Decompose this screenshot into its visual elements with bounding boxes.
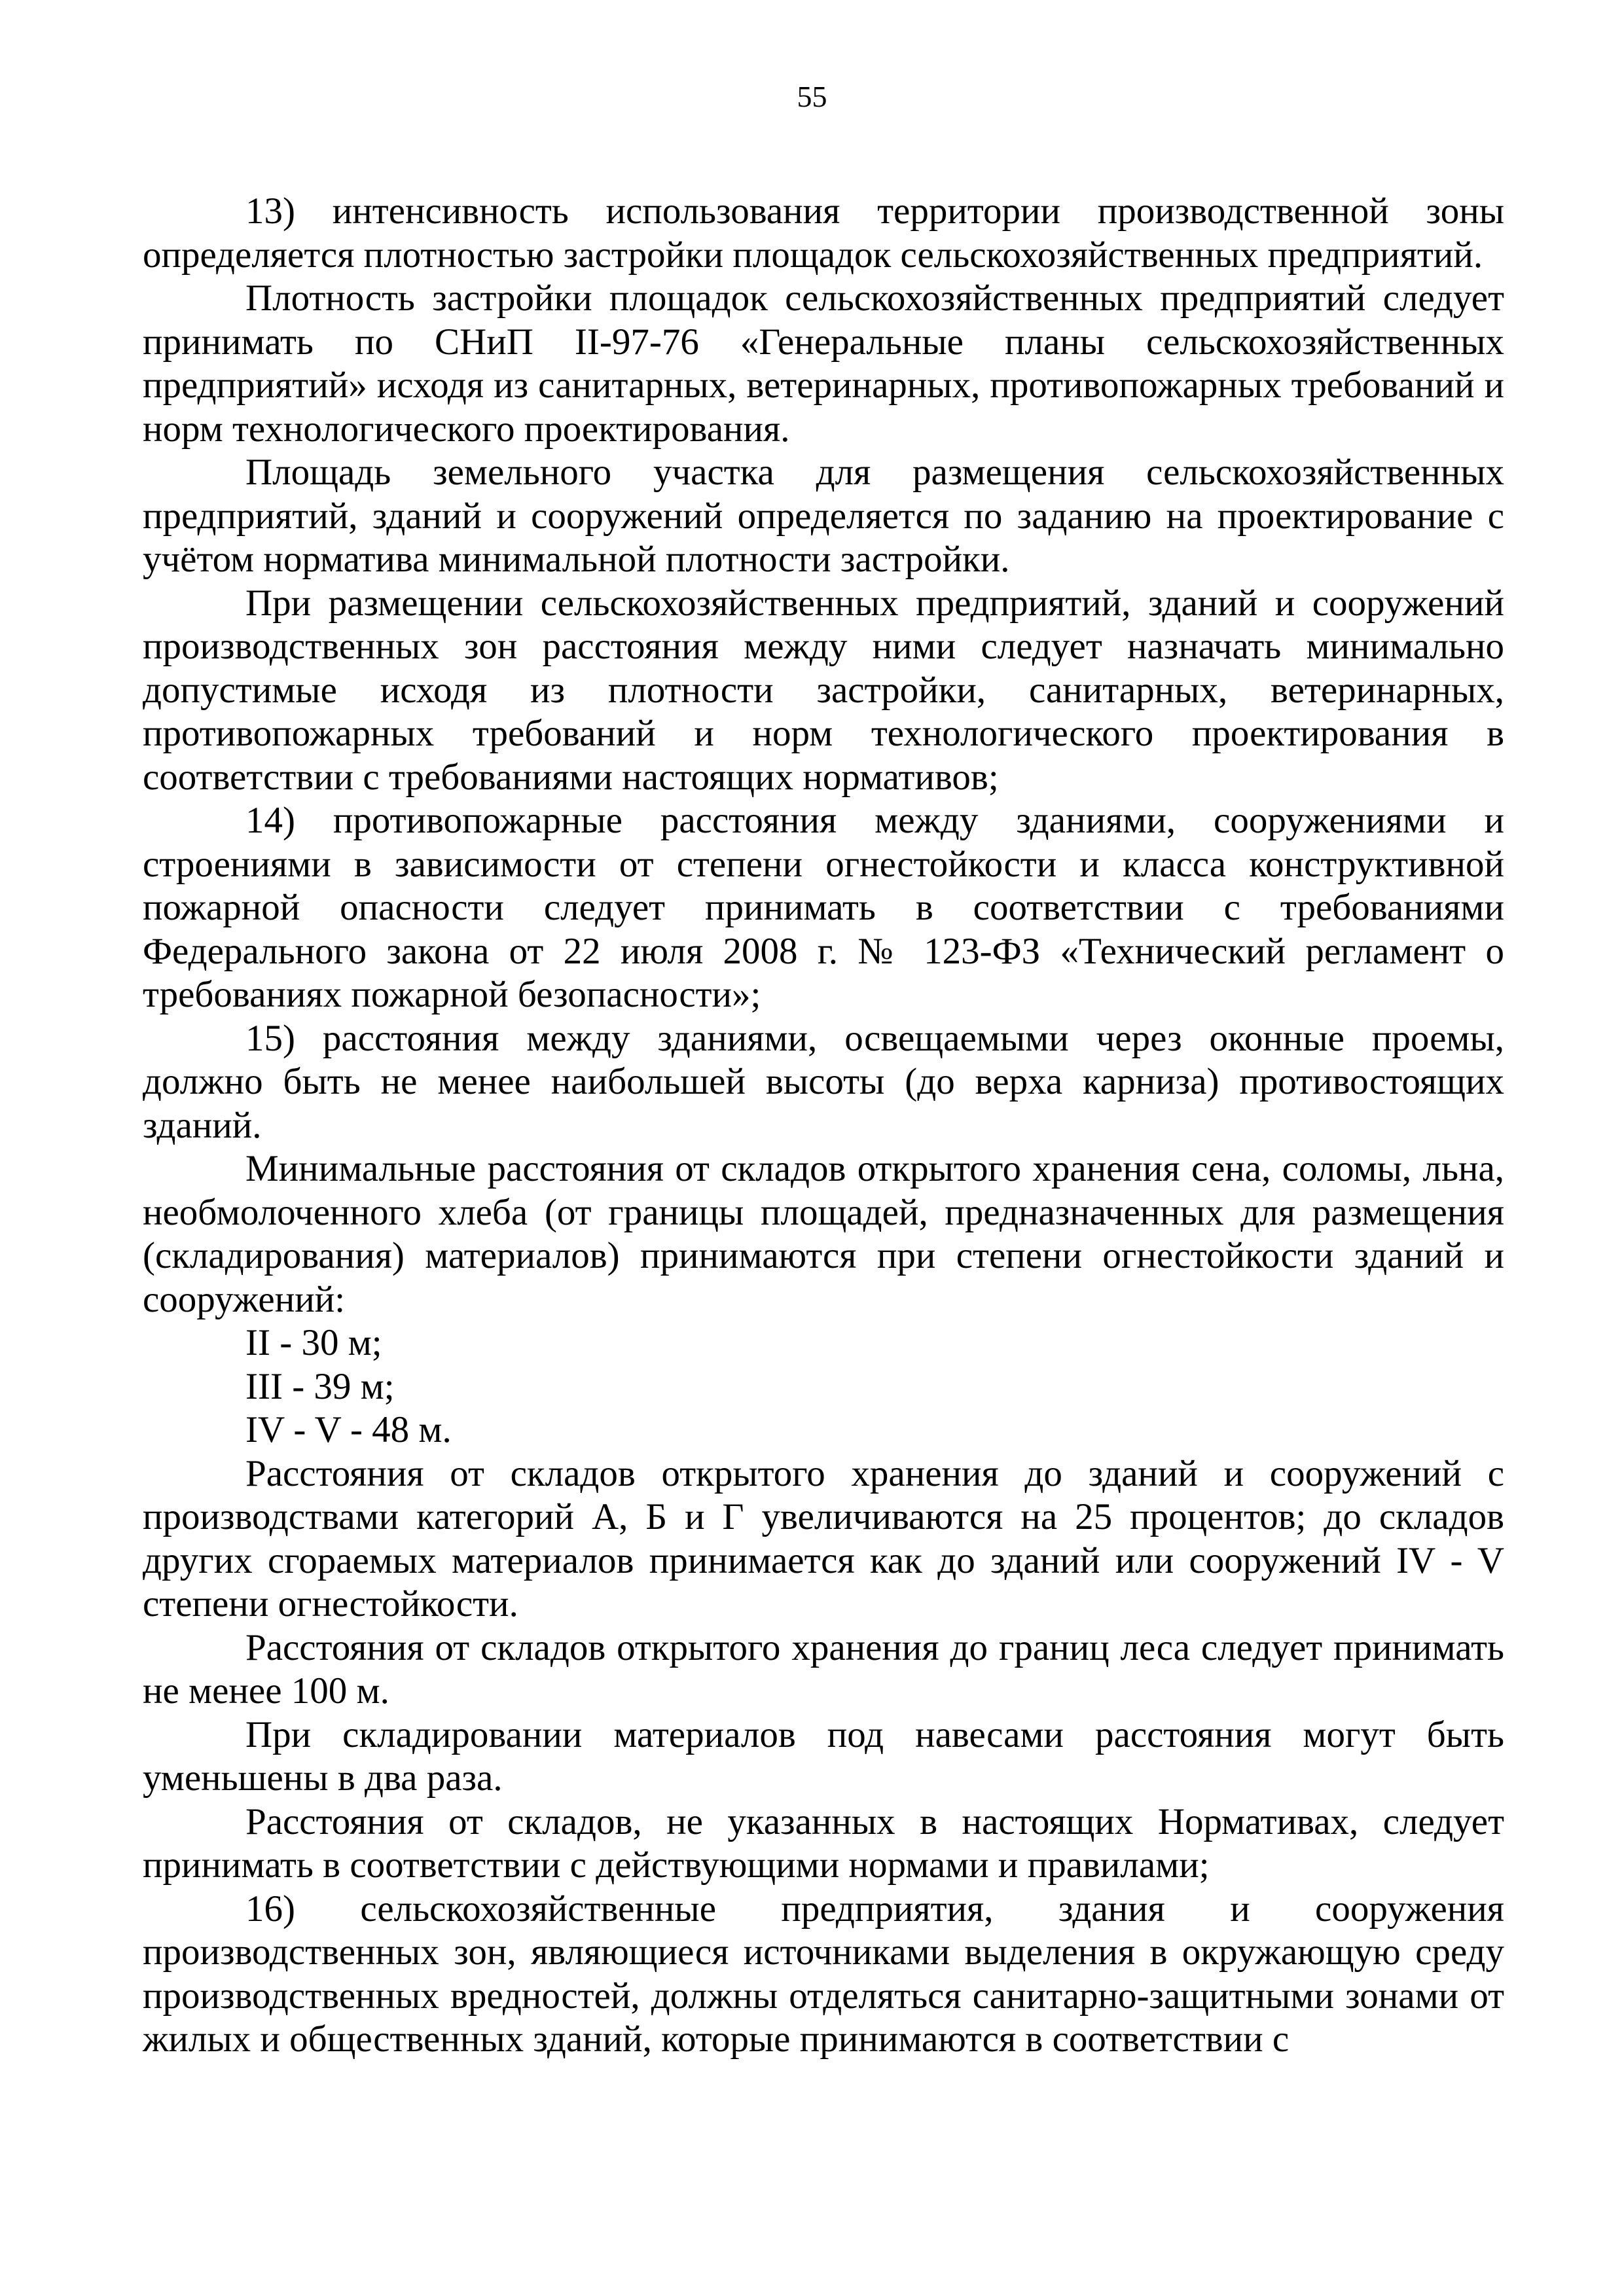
paragraph-forest-distance: Расстояния от складов открытого хранения до границ леса следует принимать не менее 100 м. bbox=[143, 1626, 1504, 1712]
paragraph-item-16: 16) сельскохозяйственные предприятия, здания и сооружения производственных зон, являющиеся источниками выделения в окружающую среду производственных вредностей, должны отделяться санитарно-защитными зонами от жилых и общественных зданий, которые принимаются в соответствии с bbox=[143, 1888, 1504, 2060]
paragraph-building-density: Плотность застройки площадок сельскохозяйственных предприятий следует принимать по СНиП II-97-76 «Генеральные планы сельскохозяйственных предприятий» исходя из санитарных, ветеринарных, противопожарных требований и норм технологического проектирования. bbox=[143, 278, 1504, 450]
paragraph-placement-distances: При размещении сельскохозяйственных предприятий, зданий и сооружений производственных зон расстояния между ними следует назначать минимально допустимые исходя из плотности застройки, санитарных, ветеринарных, противопожарных требований и норм технологического проектирования в соответствии с требованиями настоящих нормативов; bbox=[143, 582, 1504, 798]
paragraph-minimum-distances: Минимальные расстояния от складов открытого хранения сена, соломы, льна, необмолоченного хлеба (от границы площадей, предназначенных для размещения (складирования) материалов) принимаются при степени огнестойкости зданий и сооружений: bbox=[143, 1148, 1504, 1320]
paragraph-item-15: 15) расстояния между зданиями, освещаемыми через оконные проемы, должно быть не менее наибольшей высоты (до верха карниза) противостоящих зданий. bbox=[143, 1017, 1504, 1146]
paragraph-item-13: 13) интенсивность использования территории производственной зоны определяется плотностью застройки площадок сельскохозяйственных предприятий. bbox=[143, 190, 1504, 276]
paragraph-other-warehouses: Расстояния от складов, не указанных в настоящих Нормативах, следует принимать в соответствии с действующими нормами и правилами; bbox=[143, 1801, 1504, 1886]
paragraph-item-14: 14) противопожарные расстояния между зданиями, сооружениями и строениями в зависимости от степени огнестойкости и класса конструктивной пожарной опасности следует принимать в соответствии с требованиями Федерального закона от 22 июля 2008 г. № 123-ФЗ «Технический регламент о требованиях пожарной безопасности»; bbox=[143, 800, 1504, 1015]
document-body bbox=[143, 190, 1504, 2062]
list-item: IV - V - 48 м. bbox=[245, 1409, 452, 1450]
list-item: III - 39 м; bbox=[245, 1365, 395, 1407]
page-number: 55 bbox=[797, 80, 827, 113]
paragraph-canopy-storage: При складировании материалов под навесами расстояния могут быть уменьшены в два раза. bbox=[143, 1713, 1504, 1799]
paragraph-category-distances: Расстояния от складов открытого хранения до зданий и сооружений с производствами категорий А, Б и Г увеличиваются на 25 процентов; до складов других сгораемых материалов принимается как до зданий или сооружений IV - V степени огнестойкости. bbox=[143, 1452, 1504, 1624]
list-item: II - 30 м; bbox=[245, 1322, 382, 1363]
paragraph-land-plot-area: Площадь земельного участка для размещения сельскохозяйственных предприятий, зданий и сооружений определяется по заданию на проектирование с учётом норматива минимальной плотности застройки. bbox=[143, 452, 1504, 580]
